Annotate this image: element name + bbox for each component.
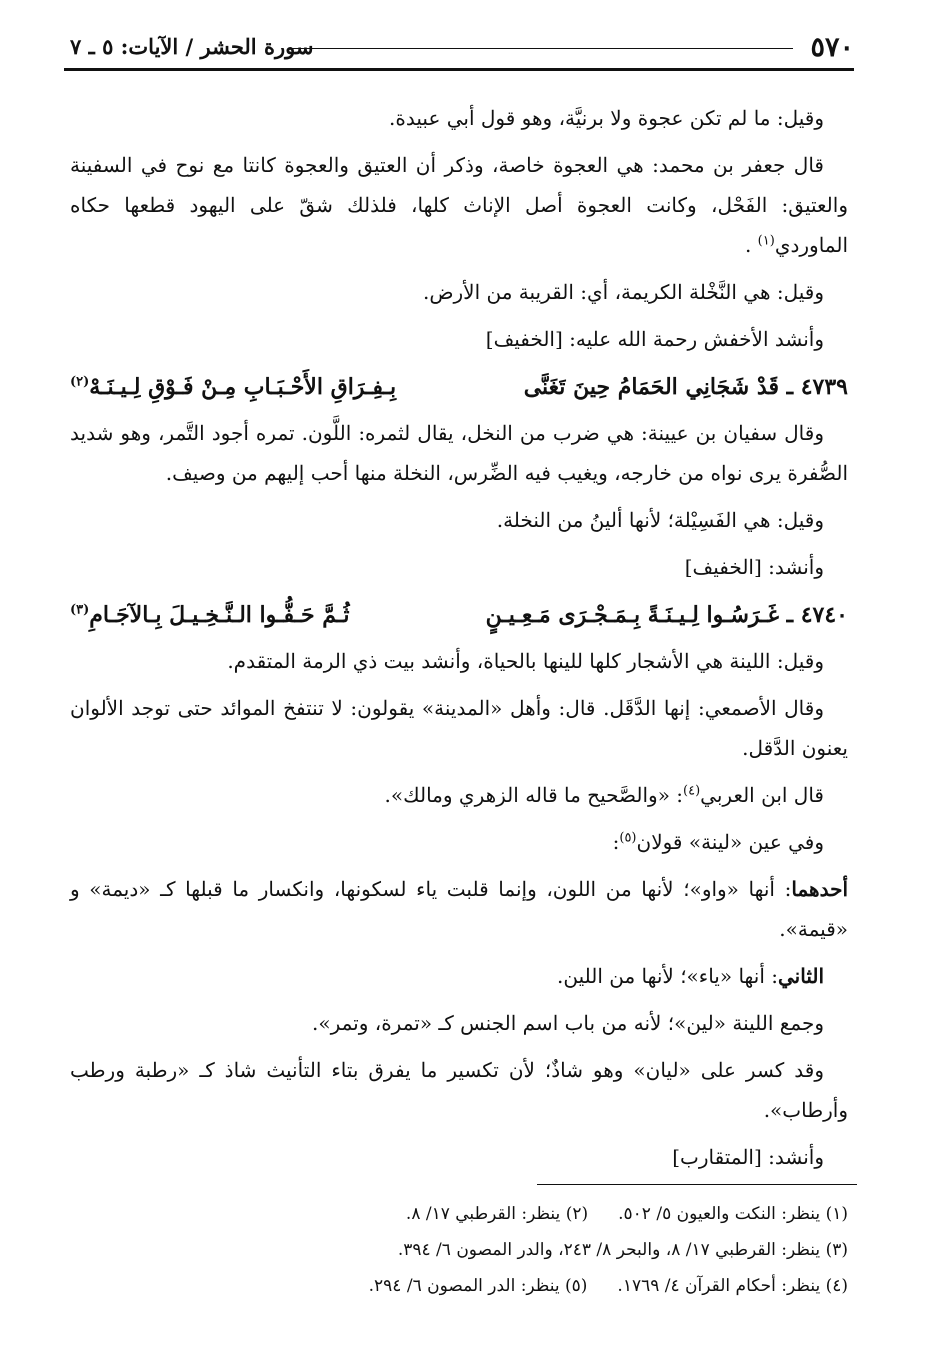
footnote-4: (٤) ينظر: أحكام القرآن ٤/ ١٧٦٩. (617, 1276, 848, 1296)
footnote-ref: (٣) (70, 602, 90, 618)
paragraph (70, 547, 848, 587)
paragraph (70, 869, 848, 949)
paragraph-text: وقد كسر على «ليان» وهو شاذٌ؛ لأن تكسير ما يفرق بتاء التأنيث شاذ كـ «رطبة ورطب وأرطاب». (70, 1058, 848, 1122)
footnote-3: (٣) ينظر: القرطبي ١٧/ ٨، والبحر ٨/ ٢٤٣، والدر المصون ٦/ ٣٩٤. (397, 1240, 848, 1260)
footnote-1: (١) ينظر: النكت والعيون ٥/ ٥٠٢. (618, 1204, 848, 1224)
poetry-verse (70, 366, 848, 408)
footnote-ref: (٥) (619, 830, 637, 846)
paragraph-text: وجمع اللينة «لين»؛ لأنه من باب اسم الجنس كـ «تمرة، وتمر». (311, 1011, 824, 1035)
verse-text: بِـفِـرَاقِ الأَحْـبَـابِ مِـنْ فَـوْقِ لِـيـنَـهْ (89, 374, 397, 400)
paragraph (70, 98, 848, 138)
paragraph (70, 1050, 848, 1130)
footnotes (70, 1196, 848, 1304)
main-text (70, 98, 848, 1184)
paragraph (70, 500, 848, 540)
header-rule (64, 68, 854, 71)
footnote-row (70, 1268, 848, 1304)
footnote-separator (537, 1184, 857, 1185)
page-number: ٥٧٠ (810, 32, 854, 63)
paragraph (70, 641, 848, 681)
paragraph (70, 272, 848, 312)
paragraph-text: وقيل: هي النَّخْلة الكريمة، أي: القريبة من الأرض. (422, 280, 824, 304)
paragraph (70, 775, 848, 815)
paragraph-text: : «والصَّحيح ما قاله الزهري ومالك». (384, 783, 684, 807)
verse-second-hemistich (70, 594, 350, 636)
footnote-row (70, 1232, 848, 1268)
verse-first-hemistich: ٤٧٤٠ ـ غَـرَسُـوا لِـيـنَـةً بِـمَـجْـرَى مَـعِـيـنٍ (485, 602, 848, 628)
header-midline (290, 48, 793, 49)
paragraph (70, 319, 848, 359)
running-title: سورة الحشر / الآيات: ٥ ـ ٧ (70, 34, 314, 59)
footnote-ref: (١) (757, 233, 775, 249)
paragraph-text: وفي عين «لينة» قولان (636, 830, 824, 854)
verse-text: ثُـمَّ حَـفُّـوا الـنَّـخِـيـلَ بِـالآجَـامِ (89, 602, 350, 628)
paragraph-text: . (744, 233, 752, 257)
paragraph-text: وقال سفيان بن عيينة: هي ضرب من النخل، يقال لثمره: اللَّون. تمره أجود التَّمر، وهو شديد الصُّفرة يرى نواه من خارجه، ويغيب فيه الضِّرس، النخلة منها أحب إليهم من وصيف. (70, 421, 848, 485)
footnote-5: (٥) ينظر: الدر المصون ٦/ ٢٩٤. (368, 1276, 588, 1296)
footnote-2: (٢) ينظر: القرطبي ١٧/ ٨. (405, 1204, 589, 1224)
paragraph (70, 1003, 848, 1043)
verse-first-hemistich: ٤٧٣٩ ـ قَدْ شَجَانِي الحَمَامُ حِينَ تَغَنَّى (523, 374, 848, 400)
paragraph (70, 688, 848, 768)
paragraph (70, 413, 848, 493)
paragraph-text: وأنشد الأخفش رحمة الله عليه: [الخفيف] (485, 327, 824, 351)
paragraph-text: وأنشد: [المتقارب] (672, 1145, 824, 1169)
paragraph-text: : أنها «ياء»؛ لأنها من اللين. (557, 964, 778, 988)
paragraph-text: قال جعفر بن محمد: هي العجوة خاصة، وذكر أن العتيق والعجوة كانتا مع نوح في السفينة والعتيق: الفَحْل، وكانت العجوة أصل الإناث كلها، فلذلك شقّ على اليهود قطعها حكاه الماوردي (70, 153, 848, 257)
paragraph-label: أحدهما (791, 877, 848, 901)
paragraph-label: الثاني (777, 964, 824, 988)
paragraph-text: : (612, 830, 620, 854)
verse-second-hemistich (70, 366, 396, 408)
paragraph-text: وقيل: اللينة هي الأشجار كلها للينها بالحياة، وأنشد بيت ذي الرمة المتقدم. (227, 649, 824, 673)
paragraph-text: قال ابن العربي (700, 783, 824, 807)
poetry-verse (70, 594, 848, 636)
paragraph (70, 1137, 848, 1177)
paragraph (70, 145, 848, 265)
footnote-ref: (٢) (70, 374, 90, 390)
paragraph (70, 956, 848, 996)
footnote-row (70, 1196, 848, 1232)
paragraph-text: وقيل: ما لم تكن عجوة ولا برنيَّة، وهو قول أبي عبيدة. (389, 106, 824, 130)
paragraph-text: وأنشد: [الخفيف] (684, 555, 824, 579)
paragraph-text: وقيل: هي الفَسِيْلة؛ لأنها ألينُ من النخلة. (496, 508, 824, 532)
paragraph (70, 822, 848, 862)
footnote-ref: (٤) (683, 783, 701, 799)
paragraph-text: وقال الأصمعي: إنها الدَّقَل. قال: وأهل «المدينة» يقولون: لا تنتفخ الموائد حتى توجد الألوان يعنون الدَّقل. (70, 696, 848, 760)
paragraph-text: : أنها «واو»؛ لأنها من اللون، وإنما قلبت ياء لسكونها، وانكسار ما قبلها كـ «ديمة» و «قيمة». (70, 877, 848, 941)
